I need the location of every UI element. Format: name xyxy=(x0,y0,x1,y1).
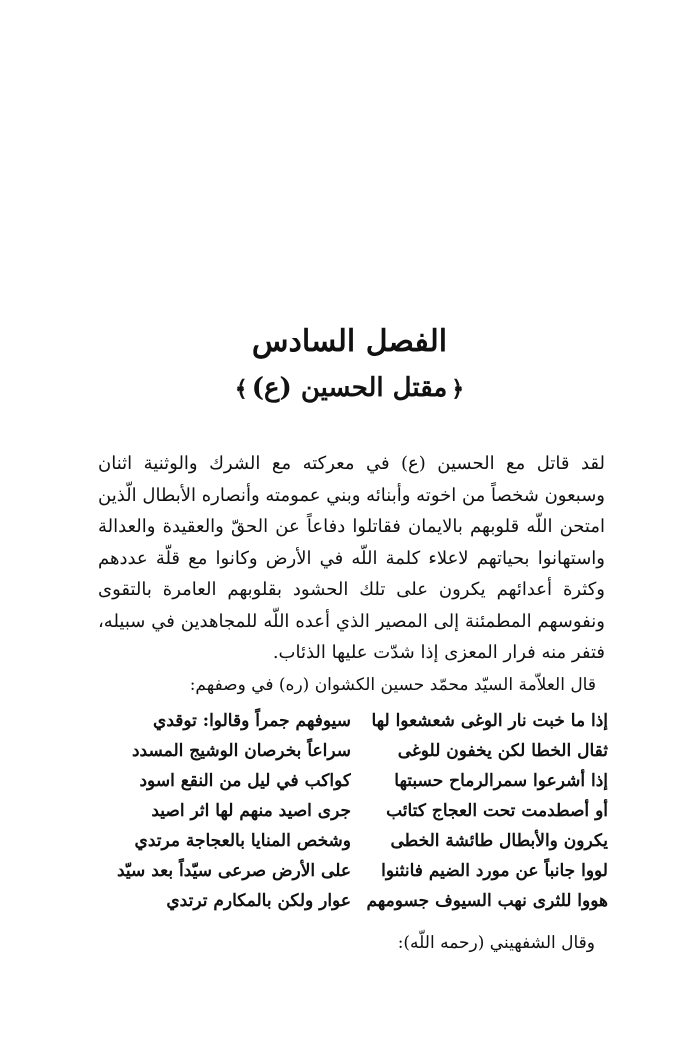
intro-section xyxy=(98,448,605,669)
poem-verse xyxy=(106,826,608,856)
verse-first-hemistich: يكرون والأبطال طائشة الخطى xyxy=(390,831,608,851)
verse-second-hemistich: عوار ولكن بالمكارم ترتدي xyxy=(166,891,351,911)
closing-line: وقال الشفهيني (رحمه اللّه): xyxy=(397,933,595,953)
verse-intro: قال العلاّمة السيّد محمّد حسين الكشوان (ره) في وصفهم: xyxy=(189,675,596,695)
ornament-bracket-right: ﴿ xyxy=(451,376,465,402)
ornament-bracket-left: ﴾ xyxy=(234,376,248,402)
verse-first-hemistich: هووا للثرى نهب السيوف جسومهم xyxy=(366,891,608,911)
chapter-subtitle xyxy=(0,370,699,407)
verse-first-hemistich: ثقال الخطا لكن يخفون للوغى xyxy=(397,741,608,761)
verse-first-hemistich: إذا ما خبت نار الوغى شعشعوا لها xyxy=(371,711,608,731)
verse-first-hemistich: لووا جانباً عن مورد الضيم فانثنوا xyxy=(381,861,608,881)
intro-paragraph: لقد قاتل مع الحسين (ع) في معركته مع الشرك والوثنية اثنان وسبعون شخصاً من اخوته وأبنائه وبني عمومته وأنصاره الأبطال الّذين امتحن اللّه قلوبهم بالايمان فقاتلوا دفاعاً عن الحقّ والعقيدة والعدالة واستهانوا بحياتهم لاعلاء كلمة اللّه في الأرض وكانوا مع قلّة عددهم وكثرة أعدائهم يكرون على تلك الحشود بقلوبهم العامرة بالتقوى ونفوسهم المطمئنة إلى المصير الذي أعده اللّه للمجاهدين في سبيله، فتفر منه فرار المعزى إذا شدّت عليها الذئاب. xyxy=(98,453,605,663)
verse-second-hemistich: سيوفهم جمراً وقالوا: توقدي xyxy=(153,711,351,731)
verse-first-hemistich: أو أصطدمت تحت العجاج كتائب xyxy=(386,801,608,821)
verse-first-hemistich: إذا أشرعوا سمرالرماح حسبتها xyxy=(394,771,608,791)
chapter-title: الفصل السادس xyxy=(251,324,448,359)
poem-verse xyxy=(106,886,608,916)
verse-second-hemistich: سراعاً بخرصان الوشيج المسدد xyxy=(131,741,351,761)
verse-second-hemistich: جرى اصيد منهم لها اثر اصيد xyxy=(151,801,351,821)
poem-verse xyxy=(106,766,608,796)
poem xyxy=(106,706,608,916)
poem-verse xyxy=(106,736,608,766)
verse-second-hemistich: كواكب في ليل من النقع اسود xyxy=(139,771,351,791)
verse-second-hemistich: على الأرض صرعى سيّداً بعد سيّد xyxy=(116,861,351,881)
chapter-subtitle-text: مقتل الحسين (ع) xyxy=(251,373,448,403)
verse-second-hemistich: وشخص المنايا بالعجاجة مرتدي xyxy=(134,831,351,851)
poem-verse xyxy=(106,856,608,886)
poem-verse xyxy=(106,706,608,736)
poem-verse xyxy=(106,796,608,826)
